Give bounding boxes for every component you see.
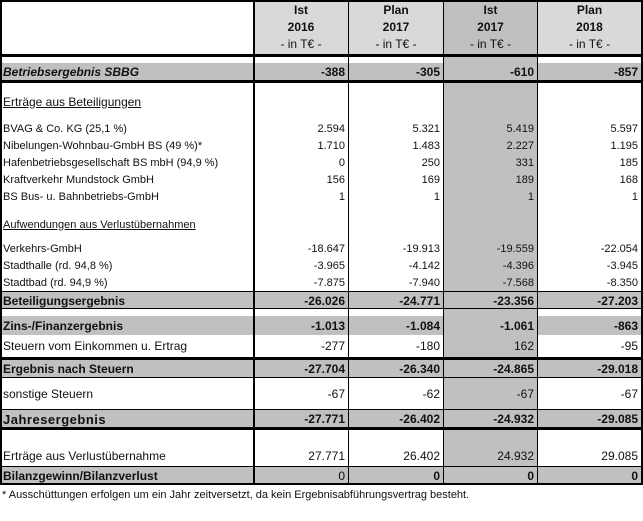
cell-value: 189 [515, 173, 534, 186]
row-label: sonstige Steuern [3, 387, 94, 401]
table-row [0, 137, 643, 154]
header-type: Plan [576, 3, 603, 17]
cell-value: -26.402 [399, 412, 440, 426]
cell-value: -29.018 [597, 362, 638, 376]
row-label: BS Bus- u. Bahnbetriebs-GmbH [3, 190, 159, 203]
table-row-zins [0, 316, 643, 335]
cell-value: -67 [620, 387, 638, 401]
cell-value: -4.142 [408, 259, 440, 272]
cell-value: -62 [422, 387, 440, 401]
cell-value: -19.559 [496, 242, 534, 255]
table-row [0, 384, 643, 404]
row-label: Ergebnis nach Steuern [3, 362, 134, 376]
row-label: Stadtbad (rd. 94,9 %) [3, 276, 108, 289]
header-year: 2017 [382, 20, 410, 34]
cell-value: 5.597 [610, 122, 638, 135]
column-header-plan-2017 [349, 0, 443, 53]
cell-value: -863 [613, 318, 638, 333]
header-year: 2017 [477, 20, 504, 34]
cell-value: 0 [433, 468, 440, 483]
cell-value: -7.568 [502, 276, 534, 289]
table-row-bilanz [0, 467, 643, 484]
cell-value: -67 [516, 387, 534, 401]
table-row [0, 447, 643, 465]
cell-value: 29.085 [601, 449, 638, 463]
cell-value: 1 [631, 190, 638, 203]
cell-value: -3.965 [313, 259, 345, 272]
cell-value: 168 [619, 173, 638, 186]
table-row-betriebsergebnis [0, 63, 643, 81]
footnote: * Ausschüttungen erfolgen um ein Jahr zeitversetzt, da kein Ergebnisabführungsvertrag besteht. [2, 489, 470, 501]
cell-value: -29.085 [597, 412, 638, 426]
cell-value: -305 [415, 65, 440, 79]
row-label: Erträge aus Verlustübernahme [3, 449, 166, 463]
table-row [0, 335, 643, 357]
cell-value: 0 [338, 156, 345, 169]
cell-value: -22.054 [600, 242, 638, 255]
cell-value: -3.945 [606, 259, 638, 272]
cell-value: 185 [619, 156, 638, 169]
table-row [0, 120, 643, 137]
cell-value: -26.340 [399, 362, 440, 376]
cell-value: 169 [421, 173, 440, 186]
row-label: Jahresergebnis [3, 411, 107, 427]
cell-value: 1 [433, 190, 440, 203]
cell-value: 5.321 [412, 122, 440, 135]
row-label: Bilanzgewinn/Bilanzverlust [3, 468, 158, 483]
cell-value: -24.932 [493, 412, 534, 426]
table-row [0, 188, 643, 205]
cell-value: 156 [326, 173, 345, 186]
table-row [0, 171, 643, 188]
cell-value: 331 [515, 156, 534, 169]
cell-value: 1.195 [610, 139, 638, 152]
cell-value: -27.203 [597, 293, 638, 308]
header-year: 2018 [576, 20, 603, 34]
row-label: Hafenbetriebsgesellschaft BS mbH (94,9 %) [3, 156, 219, 169]
cell-value: -388 [320, 65, 345, 79]
cell-value: -1.084 [405, 318, 440, 333]
cell-value: 27.771 [308, 449, 345, 463]
table-row [0, 274, 643, 291]
header-unit: - in T€ - [375, 37, 417, 51]
cell-value: 162 [513, 339, 534, 353]
row-label: Steuern vom Einkommen u. Ertrag [3, 339, 188, 353]
table-row-ergebnis-nach-steuern [0, 360, 643, 378]
cell-value: 5.419 [506, 122, 534, 135]
table-row [0, 257, 643, 274]
cell-value: 24.932 [497, 449, 534, 463]
cell-value: -24.771 [399, 293, 440, 308]
cell-value: -26.026 [304, 293, 345, 308]
header-year: 2016 [287, 20, 315, 34]
header-type: Ist [483, 3, 498, 17]
header-unit: - in T€ - [280, 37, 322, 51]
cell-value: 0 [527, 468, 534, 483]
cell-value: 1.483 [412, 139, 440, 152]
cell-value: 2.227 [506, 139, 534, 152]
column-header-plan-2018 [538, 0, 641, 53]
cell-value: 1.710 [317, 139, 345, 152]
cell-value: -7.875 [313, 276, 345, 289]
cell-value: -610 [509, 65, 534, 79]
cell-value: -18.647 [307, 242, 345, 255]
column-header-ist-2017 [444, 0, 537, 53]
cell-value: 0 [631, 468, 638, 483]
row-label: Stadthalle (rd. 94,8 %) [3, 259, 113, 272]
cell-value: 26.402 [403, 449, 440, 463]
row-label: Betriebsergebnis SBBG [3, 65, 140, 79]
table-row [0, 240, 643, 257]
row-label: Verkehrs-GmbH [3, 242, 82, 255]
cell-value: 1 [338, 190, 345, 203]
cell-value: 2.594 [317, 122, 345, 135]
column-header-ist-2016 [254, 0, 348, 53]
cell-value: -857 [613, 65, 638, 79]
cell-value: -27.704 [304, 362, 345, 376]
row-label: BVAG & Co. KG (25,1 %) [3, 122, 127, 135]
header-type: Plan [383, 3, 409, 17]
header-unit: - in T€ - [568, 37, 611, 51]
section-heading: Aufwendungen aus Verlustübernahmen [3, 218, 196, 231]
cell-value: 250 [421, 156, 440, 169]
cell-value: -1.013 [310, 318, 345, 333]
cell-value: -23.356 [493, 293, 534, 308]
cell-value: -27.771 [304, 412, 345, 426]
cell-value: -277 [320, 339, 345, 353]
row-label: Beteiligungsergebnis [3, 293, 126, 308]
cell-value: -95 [620, 339, 638, 353]
cell-value: -8.350 [606, 276, 638, 289]
cell-value: -24.865 [493, 362, 534, 376]
table-row [0, 154, 643, 171]
cell-value: 1 [527, 190, 534, 203]
header-unit: - in T€ - [469, 37, 512, 51]
cell-value: -180 [415, 339, 440, 353]
section-heading-ertraege [0, 93, 643, 110]
cell-value: -4.396 [502, 259, 534, 272]
table-row-beteiligungsergebnis [0, 292, 643, 309]
row-label: Kraftverkehr Mundstock GmbH [3, 173, 154, 186]
cell-value: -7.940 [408, 276, 440, 289]
row-label: Nibelungen-Wohnbau-GmbH BS (49 %)* [3, 139, 203, 152]
header-type: Ist [293, 3, 308, 17]
cell-value: -1.061 [499, 318, 534, 333]
section-heading: Erträge aus Beteiligungen [3, 94, 142, 109]
cell-value: -19.913 [402, 242, 440, 255]
cell-value: 0 [338, 468, 345, 483]
row-label: Zins-/Finanzergebnis [3, 318, 124, 333]
section-heading-aufwendungen [0, 216, 643, 233]
cell-value: -67 [327, 387, 345, 401]
table-row-jahresergebnis [0, 410, 643, 428]
